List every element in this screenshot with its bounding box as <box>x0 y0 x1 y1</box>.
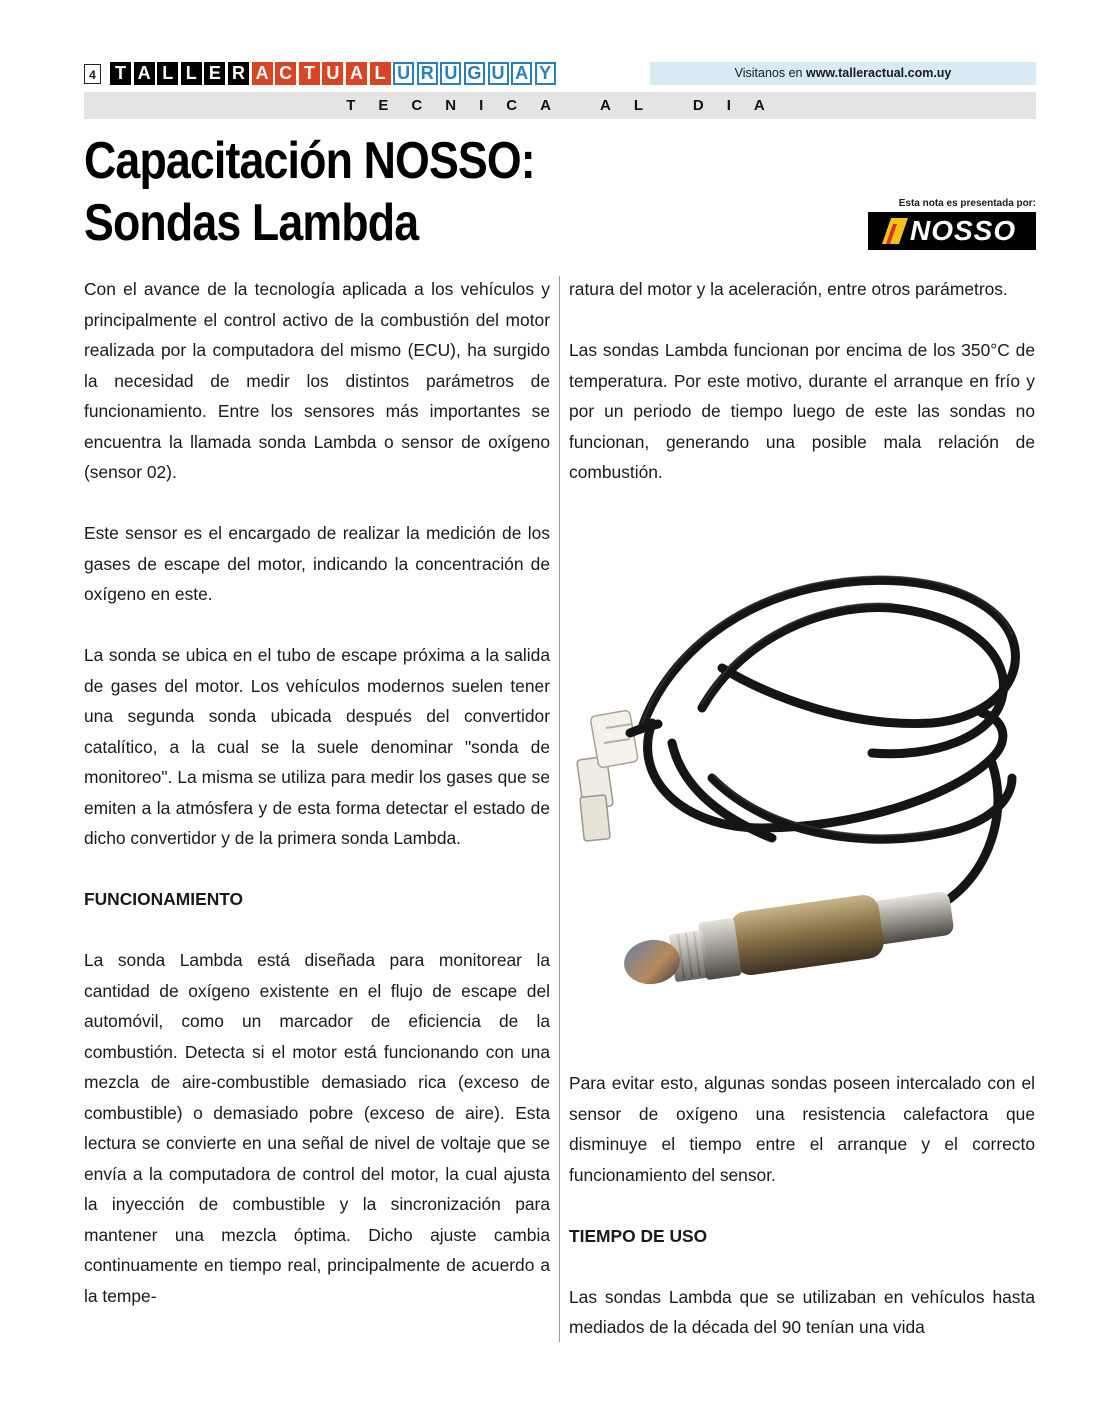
brand-letter: U <box>488 62 509 85</box>
brand-letter: L <box>370 62 391 85</box>
brand-letter: U <box>393 62 414 85</box>
brand-letter: T <box>110 62 131 85</box>
brand-letter: C <box>275 62 296 85</box>
right-column-lower <box>569 1068 1035 1373</box>
paragraph: Para evitar esto, algunas sondas poseen intercalado con el sensor de oxígeno una resistencia calefactora que disminuye el tiempo entre el arranque y el correcto funcionamiento del sensor. <box>569 1073 1035 1185</box>
website-url[interactable]: www.talleractual.com.uy <box>805 66 952 80</box>
nosso-mark-icon <box>882 218 908 244</box>
sponsor-caption: Esta nota es presentada por: <box>898 198 1036 209</box>
section-heading-tiempo-de-uso: TIEMPO DE USO <box>569 1225 708 1246</box>
section-heading-funcionamiento: FUNCIONAMIENTO <box>84 889 244 909</box>
website-prefix: Visitanos en <box>734 66 806 80</box>
brand-wordmark <box>110 62 558 85</box>
brand-letter: A <box>252 62 273 85</box>
sponsor-block <box>868 198 1036 250</box>
brand-letter: R <box>417 62 438 85</box>
title-line-2: Sondas Lambda <box>84 194 419 252</box>
left-column <box>84 274 550 1342</box>
section-bar <box>84 92 1036 119</box>
website-banner <box>650 62 1036 85</box>
brand-letter: A <box>346 62 367 85</box>
section-label: TECNICA AL DIA <box>346 97 788 114</box>
nosso-logo-text: NOSSO <box>910 215 1017 246</box>
brand-letter: T <box>299 62 320 85</box>
nosso-logo <box>868 212 1036 250</box>
brand-letter: E <box>204 62 225 85</box>
paragraph: Las sondas Lambda que se utilizaban en vehículos hasta mediados de la década del 90 tenían una vida <box>569 1286 1035 1337</box>
title-line-1: Capacitación NOSSO: <box>84 132 535 190</box>
brand-letter: L <box>181 62 202 85</box>
column-divider <box>559 276 560 1342</box>
brand-letter: Y <box>535 62 556 85</box>
paragraph: Las sondas Lambda funcionan por encima de los 350°C de temperatura. Por este motivo, durante el arranque en frío y por un periodo de tiempo luego de este las sondas no funcionan, generando una posible mala relación de combustión. <box>569 340 1035 482</box>
paragraph: Este sensor es el encargado de realizar la medición de los gases de escape del motor, indicando la concentración de oxígeno en este. <box>84 523 550 604</box>
paragraph: La sonda se ubica en el tubo de escape próxima a la salida de gases del motor. Los vehículos modernos suelen tener una segunda sonda ubicada después del convertidor catalítico, a la cual se la suele denominar "sonda de monitoreo". La misma se utiliza para medir los gases que se emiten a la atmósfera y de esta forma detectar el estado de dicho convertidor y de la primera sonda Lambda. <box>84 645 550 848</box>
brand-letter: A <box>134 62 155 85</box>
brand-letter: U <box>440 62 461 85</box>
brand-letter: R <box>228 62 249 85</box>
paragraph: Con el avance de la tecnología aplicada a los vehículos y principalmente el control activo de la combustión del motor realizada por la computadora del mismo (ECU), ha surgido la necesidad de medir los distintos parámetros de funcionamiento. Entre los sensores más importantes se encuentra la llamada sonda Lambda o sensor de oxígeno (sensor 02). <box>84 279 550 482</box>
brand-letter: G <box>464 62 485 85</box>
brand-letter: U <box>322 62 343 85</box>
paragraph: ratura del motor y la aceleración, entre otros parámetros. <box>569 279 1008 299</box>
right-column-upper <box>569 274 1035 518</box>
brand-letter: A <box>511 62 532 85</box>
paragraph: La sonda Lambda está diseñada para monitorear la cantidad de oxígeno existente en el flujo de escape del automóvil, como un marcador de eficiencia de la combustión. Detecta si el motor está funcionando con una mezcla de aire-combustible demasiado rica (exceso de combustible) o demasiado pobre (exceso de aire). Esta lectura se convierte en una señal de nivel de voltaje que se envía a la computadora de control del motor, la cual ajusta la inyección de combustible y la sincronización para mantener una mezcla óptima. Dicho ajuste cambia continuamente en tiempo real, principalmente de acuerdo a la tempe- <box>84 950 550 1306</box>
article-title <box>84 130 686 254</box>
oxygen-sensor-illustration <box>572 548 1036 1030</box>
page-number: 4 <box>84 64 101 84</box>
brand-letter: L <box>157 62 178 85</box>
lambda-sensor-photo <box>572 548 1036 1030</box>
masthead <box>84 62 1036 88</box>
